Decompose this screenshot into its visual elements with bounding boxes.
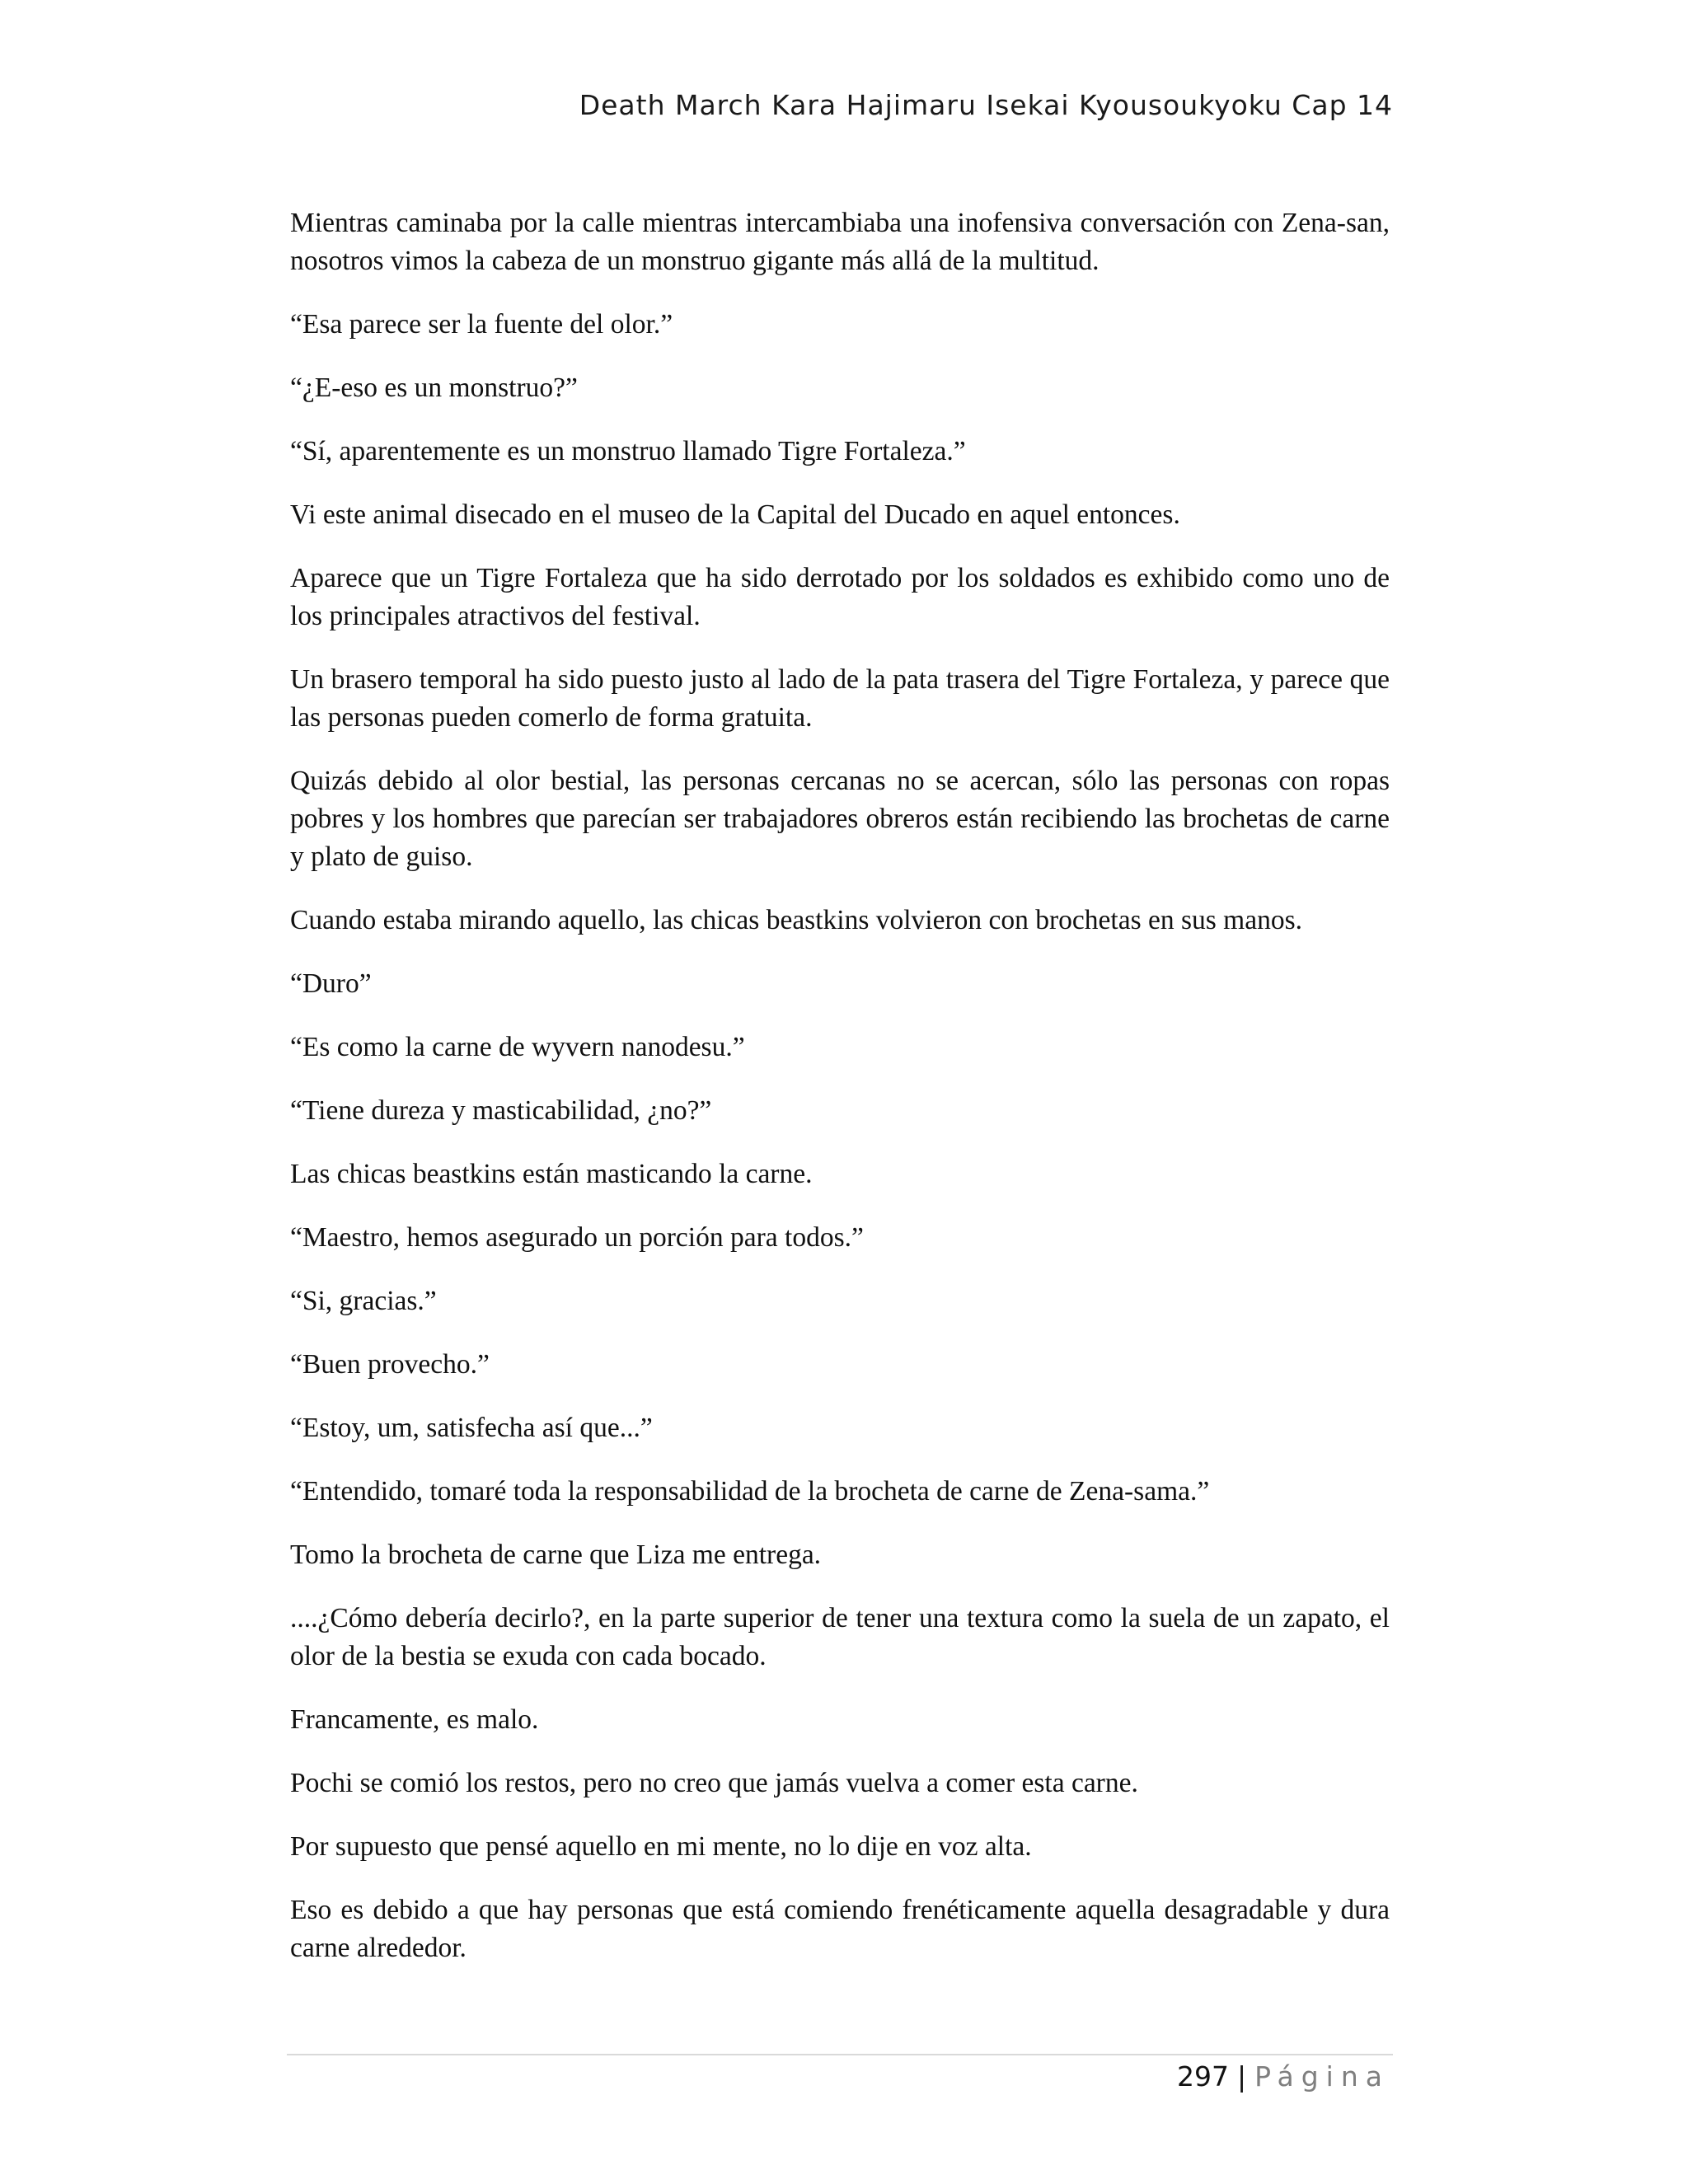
footer-separator: |	[1236, 2060, 1247, 2093]
paragraph: “Tiene dureza y masticabilidad, ¿no?”	[290, 1095, 712, 1126]
paragraph: “Buen provecho.”	[290, 1349, 490, 1380]
paragraph: Francamente, es malo.	[290, 1704, 539, 1735]
page-footer	[1177, 2057, 1390, 2097]
paragraph: “Es como la carne de wyvern nanodesu.”	[290, 1032, 745, 1062]
footer-divider	[287, 2054, 1393, 2055]
paragraph: Tomo la brocheta de carne que Liza me entrega.	[290, 1540, 822, 1570]
paragraph: Cuando estaba mirando aquello, las chicas beastkins volvieron con brochetas en sus manos.	[290, 905, 1303, 935]
paragraph: Por supuesto que pensé aquello en mi mente, no lo dije en voz alta.	[290, 1831, 1032, 1862]
paragraph: Vi este animal disecado en el museo de la Capital del Ducado en aquel entonces.	[290, 499, 1180, 530]
paragraph: “Entendido, tomaré toda la responsabilidad de la brocheta de carne de Zena-sama.”	[290, 1476, 1210, 1507]
paragraph: “¿E-eso es un monstruo?”	[290, 373, 578, 403]
paragraph: “Duro”	[290, 968, 372, 999]
paragraph: Aparece que un Tigre Fortaleza que ha sido derrotado por los soldados es exhibido como uno de los principales atractivos del festival.	[290, 563, 1390, 631]
paragraph: Un brasero temporal ha sido puesto justo al lado de la pata trasera del Tigre Fortaleza, y parece que las personas pueden comerlo de forma gratuita.	[290, 664, 1390, 733]
paragraph: Pochi se comió los restos, pero no creo que jamás vuelva a comer esta carne.	[290, 1768, 1138, 1798]
paragraph: “Maestro, hemos asegurado un porción para todos.”	[290, 1222, 864, 1253]
running-header: Death March Kara Hajimaru Isekai Kyousoukyoku Cap 14	[579, 89, 1393, 121]
page-number: 297	[1176, 2060, 1229, 2093]
paragraph: “Sí, aparentemente es un monstruo llamado Tigre Fortaleza.”	[290, 436, 966, 466]
paragraph: “Estoy, um, satisfecha así que...”	[290, 1413, 653, 1443]
body-text	[290, 204, 1390, 1993]
paragraph: Quizás debido al olor bestial, las personas cercanas no se acercan, sólo las personas con ropas pobres y los hombres que parecían ser trabajadores obreros están recibiendo las brochetas de carne y plato de guiso.	[290, 766, 1390, 872]
paragraph: “Si, gracias.”	[290, 1286, 437, 1316]
paragraph: Eso es debido a que hay personas que está comiendo frenéticamente aquella desagradable y dura carne alrededor.	[290, 1895, 1390, 1963]
paragraph: “Esa parece ser la fuente del olor.”	[290, 309, 673, 340]
paragraph: ....¿Cómo debería decirlo?, en la parte superior de tener una textura como la suela de un zapato, el olor de la bestia se exuda con cada bocado.	[290, 1603, 1390, 1671]
page-label: Página	[1254, 2060, 1390, 2093]
paragraph: Mientras caminaba por la calle mientras intercambiaba una inofensiva conversación con Zena-san, nosotros vimos la cabeza de un monstruo gigante más allá de la multitud.	[290, 208, 1390, 276]
paragraph: Las chicas beastkins están masticando la carne.	[290, 1159, 813, 1189]
